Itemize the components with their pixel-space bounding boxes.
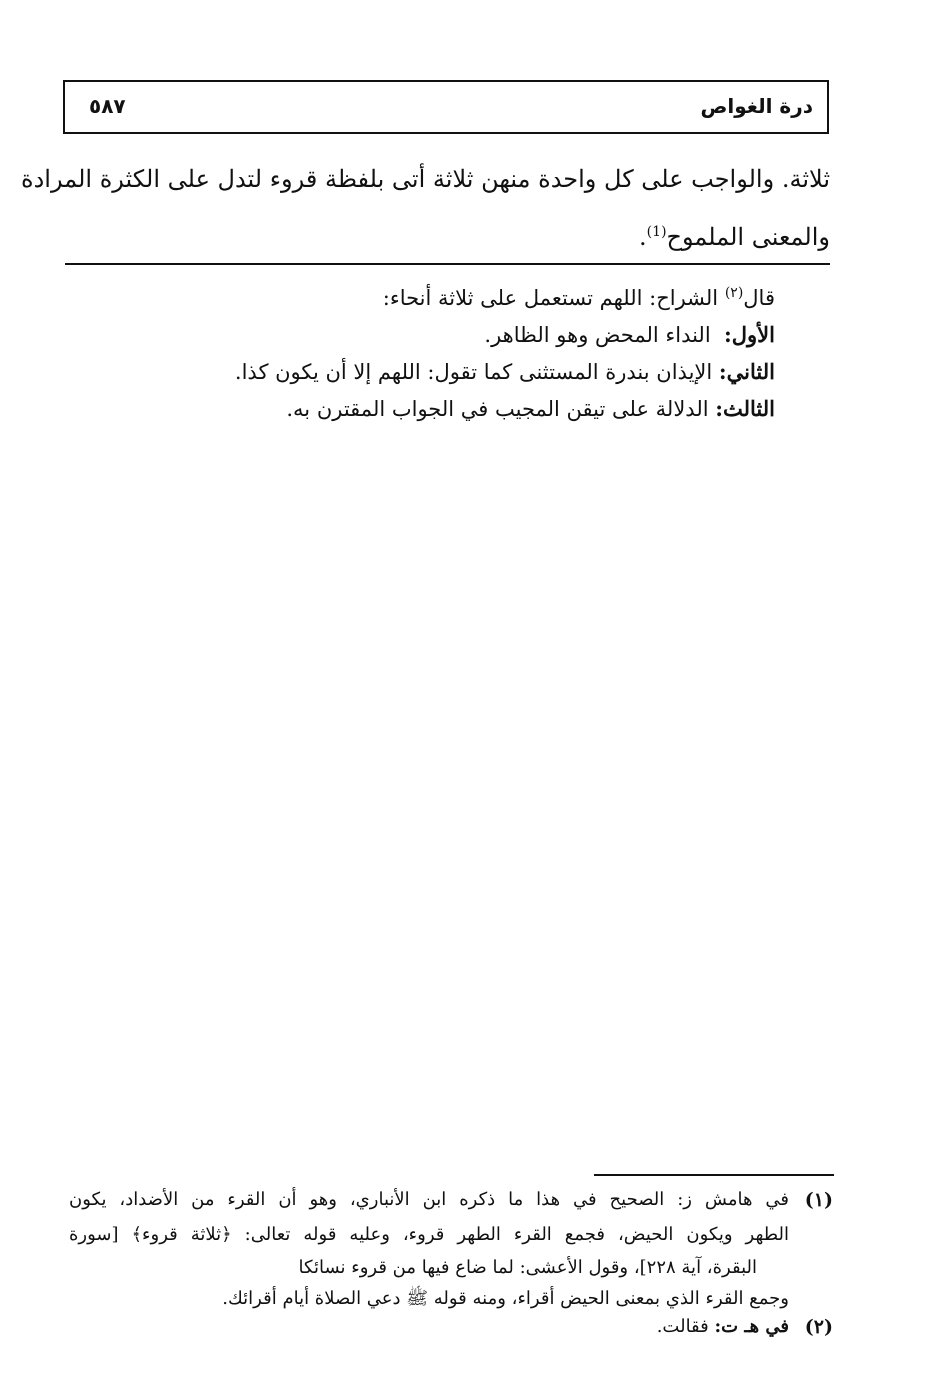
footnote-1-line-2: الطهر ويكون الحيض، فجمع القرء الطهر قروء، وعليه قوله تعالى: ﴿ثلاثة قروء﴾ [سورة	[69, 1224, 789, 1245]
item-text: الإيذان بندرة المستثنى كما تقول: اللهم إلا أن يكون كذا.	[234, 360, 713, 384]
footnote-1-line-3: البقرة، آية ٢٢٨]، وقول الأعشى: لما ضاع فيها من قروء نسائكا	[298, 1257, 757, 1278]
footnote-marker-2: (٢)	[724, 285, 744, 301]
footnote-number-2: (٢)	[804, 1316, 833, 1338]
item-term: الثالث:	[715, 396, 775, 421]
footnote-2-lead: في هـ ت:	[714, 1316, 789, 1337]
footnote-2-text	[657, 1314, 789, 1340]
commentary-intro-text: الشراح: اللهم تستعمل على ثلاثة أنحاء:	[382, 286, 719, 310]
main-text-line-2	[63, 222, 830, 252]
commentary-intro-word: قال	[743, 286, 775, 310]
footnote-marker-1: (1)	[646, 224, 667, 240]
item-term: الثاني:	[718, 359, 775, 384]
book-title: درة الغواص	[700, 94, 813, 118]
commentary-item-third	[286, 394, 775, 424]
footnote-number-1: (١)	[804, 1189, 833, 1211]
commentary-item-first	[484, 320, 775, 350]
main-text-fragment: والمعنى الملموح	[666, 223, 830, 251]
footnote-1-line-1: في هامش ز: الصحيح في هذا ما ذكره ابن الأنباري، وهو أن القرء من الأضداد، يكون	[69, 1189, 789, 1210]
page-number: ٥٨٧	[89, 94, 126, 118]
commentary-item-second	[235, 357, 775, 387]
item-text: النداء المحض وهو الظاهر.	[484, 323, 711, 347]
commentary-intro	[383, 283, 775, 313]
footnote-1-line-4: وجمع القرء الذي بمعنى الحيض أقراء، ومنه قوله ﷺ دعي الصلاة أيام أقرائك.	[222, 1288, 789, 1309]
sentence-end: .	[639, 223, 647, 251]
footnote-separator	[594, 1174, 834, 1176]
footnote-2-body: فقالت.	[656, 1316, 709, 1337]
item-term: الأول:	[724, 322, 775, 347]
item-text: الدلالة على تيقن المجيب في الجواب المقترن به.	[286, 397, 709, 421]
main-text-line-1: ثلاثة. والواجب على كل واحدة منهن ثلاثة أتى بلفظة قروء لتدل على الكثرة المرادة	[21, 165, 830, 193]
main-text-divider	[65, 263, 830, 265]
running-header	[63, 80, 829, 134]
